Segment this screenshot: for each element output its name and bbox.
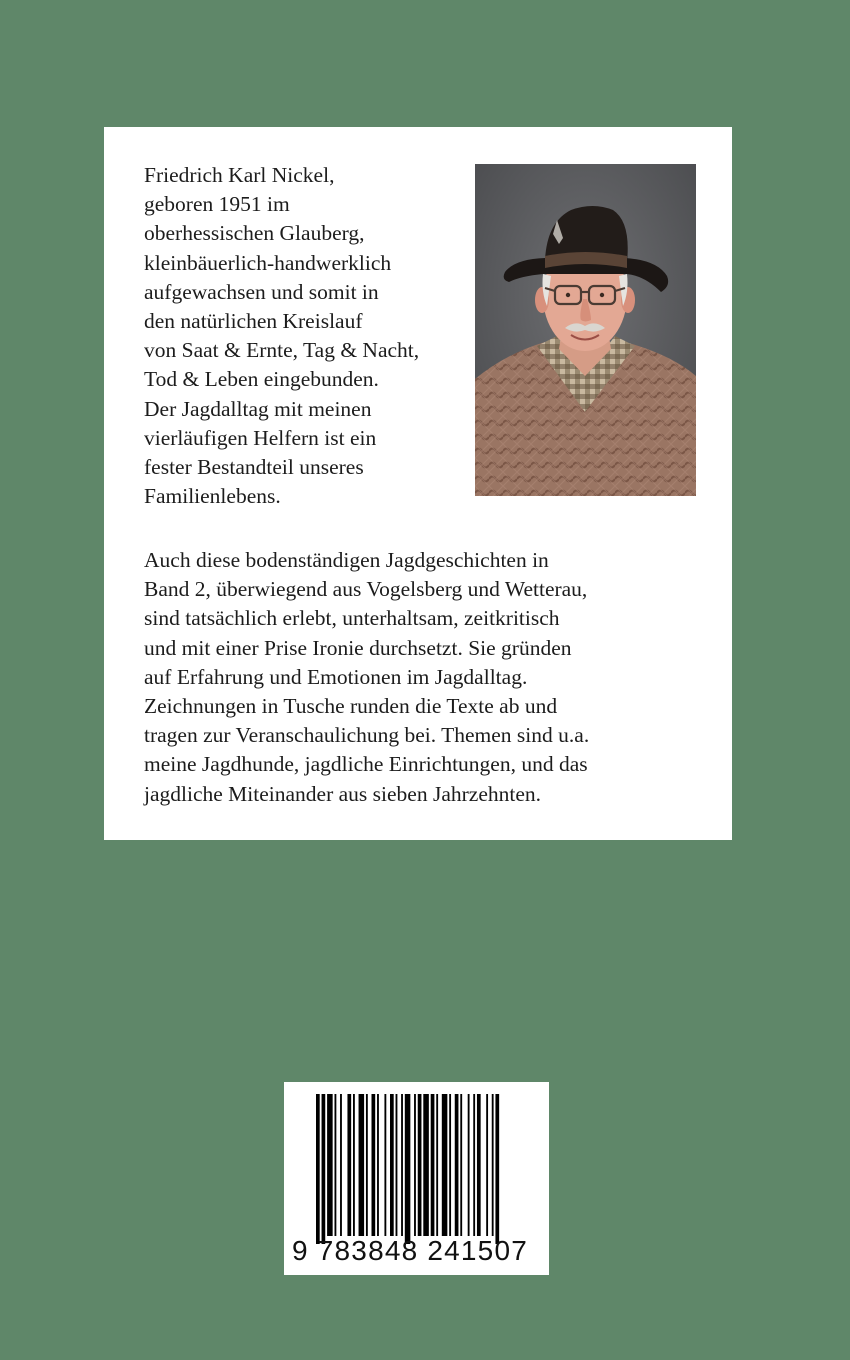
isbn-number: 9 783848 241507: [292, 1235, 528, 1266]
barcode-bar: [418, 1094, 422, 1236]
barcode-bar: [353, 1094, 355, 1236]
barcode-bar: [384, 1094, 386, 1236]
barcode-bar: [347, 1094, 351, 1236]
barcode-bar: [495, 1094, 499, 1244]
barcode-bar: [468, 1094, 470, 1236]
author-portrait: [475, 164, 696, 496]
barcode-bar: [436, 1094, 438, 1236]
barcode-bar: [455, 1094, 459, 1236]
barcode-bar: [492, 1094, 494, 1236]
barcode-bar: [477, 1094, 481, 1236]
barcode-bar: [431, 1094, 435, 1236]
barcode-bar: [377, 1094, 379, 1236]
barcode-bar: [449, 1094, 451, 1236]
barcode-bar: [335, 1094, 337, 1236]
barcode-bar: [460, 1094, 462, 1236]
barcode-bar: [414, 1094, 416, 1236]
barcode-bar: [316, 1094, 320, 1244]
barcode-bar: [473, 1094, 475, 1236]
barcode-bar: [327, 1094, 333, 1236]
barcode-bar: [396, 1094, 398, 1236]
barcode-bar: [372, 1094, 376, 1236]
barcode-bar: [340, 1094, 342, 1236]
back-cover-text-panel: [104, 127, 732, 840]
barcode-bar: [423, 1094, 429, 1236]
barcode-bar: [322, 1094, 326, 1244]
barcode-bar: [486, 1094, 488, 1236]
barcode-bar: [401, 1094, 403, 1236]
barcode-bar: [359, 1094, 365, 1236]
barcode-bar: [442, 1094, 448, 1236]
book-description: Auch diese bodenständigen Jagdgeschichten in Band 2, überwiegend aus Vogelsberg und Wetterau, sind tatsächlich erlebt, unterhaltsam, zeitkritisch und mit einer Prise Ironie durchsetzt. Sie gründen auf Erfahrung und Emotionen im Jagdalltag. Zeichnungen in Tusche runden die Texte ab und tragen zur Veranschaulichung bei. Themen sind u.a. meine Jagdhunde, jagdliche Einrichtungen, und das jagdliche Miteinander aus sieben Jahrzehnten.: [144, 548, 590, 806]
author-bio: Friedrich Karl Nickel, geboren 1951 im oberhessischen Glauberg, kleinbäuerlich-handwerklich aufgewachsen und somit in den natürlichen Kreislauf von Saat & Ernte, Tag & Nacht, Tod & Leben eingebunden. Der Jagdalltag mit meinen vierläufigen Helfern ist ein fester Bestandteil unseres Familienlebens.: [144, 163, 420, 509]
barcode-bar: [405, 1094, 411, 1244]
isbn-barcode: [284, 1082, 549, 1275]
barcode-bar: [390, 1094, 394, 1236]
barcode-bar: [366, 1094, 368, 1236]
